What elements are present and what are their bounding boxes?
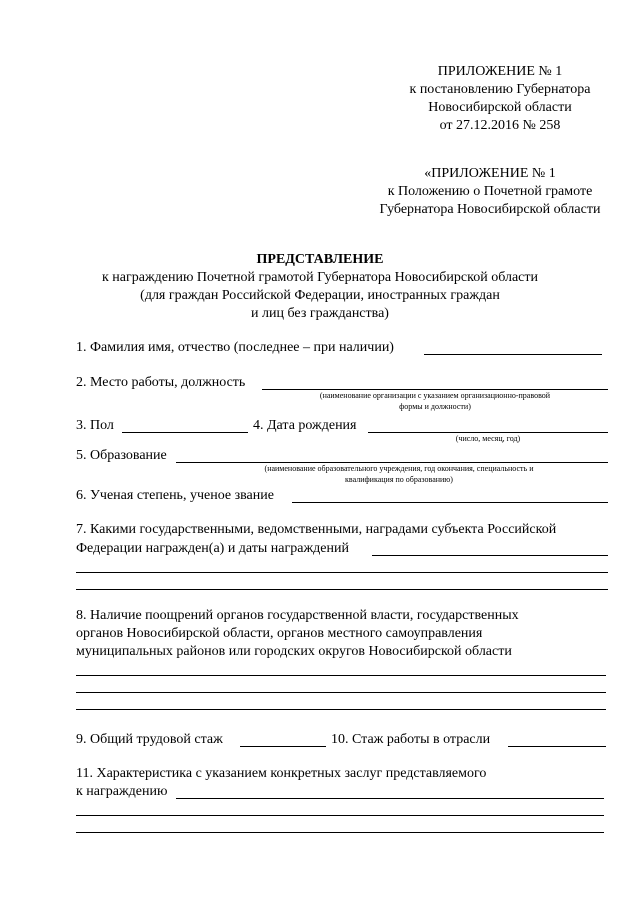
field-4-hint: (число, месяц, год) (455, 434, 521, 443)
field-6-line[interactable] (292, 502, 608, 503)
field-4-label: 4. Дата рождения (253, 418, 357, 433)
field-11-line-1[interactable] (176, 798, 604, 799)
field-8-line-1[interactable] (76, 675, 606, 676)
field-11-line-2[interactable] (76, 815, 604, 816)
field-7-line-3[interactable] (76, 589, 608, 590)
field-7-line-2[interactable] (76, 572, 608, 573)
document-title: ПРЕДСТАВЛЕНИЕ (256, 252, 384, 267)
field-6-label: 6. Ученая степень, ученое звание (76, 488, 274, 503)
appendix2-ref: к Положению о Почетной грамоте (387, 184, 593, 199)
field-1-line[interactable] (424, 354, 602, 355)
field-7-line-1[interactable] (372, 555, 608, 556)
field-8-line-2[interactable] (76, 692, 606, 693)
appendix-title: ПРИЛОЖЕНИЕ № 1 (437, 64, 563, 79)
field-9-line[interactable] (240, 746, 326, 747)
appendix2-title: «ПРИЛОЖЕНИЕ № 1 (424, 166, 556, 181)
field-3-line[interactable] (122, 432, 248, 433)
field-8-label-2: органов Новосибирской области, органов местного самоуправления (76, 626, 483, 641)
field-1-label: 1. Фамилия имя, отчество (последнее – при наличии) (76, 340, 394, 355)
field-5-hint-2: квалификация по образованию) (345, 475, 453, 484)
field-9-label: 9. Общий трудовой стаж (76, 732, 223, 747)
field-10-line[interactable] (508, 746, 606, 747)
field-5-hint-1: (наименование образовательного учреждения, год окончания, специальность и (264, 464, 534, 473)
field-2-label: 2. Место работы, должность (76, 375, 246, 390)
field-11-label-2: к награждению (76, 784, 168, 799)
appendix-region: Новосибирской области (428, 100, 572, 115)
field-7-label-1: 7. Какими государственными, ведомственными, наградами субъекта Российской (76, 522, 557, 537)
field-2-hint-2: формы и должности) (399, 402, 471, 411)
field-11-line-3[interactable] (76, 832, 604, 833)
field-5-label: 5. Образование (76, 448, 167, 463)
appendix2-region: Губернатора Новосибирской области (379, 202, 601, 217)
document-subtitle-3: и лиц без гражданства) (251, 306, 389, 321)
field-8-label-3: муниципальных районов или городских округов Новосибирской области (76, 644, 512, 659)
document-subtitle-1: к награждению Почетной грамотой Губернатора Новосибирской области (102, 270, 538, 285)
document-subtitle-2: (для граждан Российской Федерации, иностранных граждан (140, 288, 500, 303)
field-7-label-2: Федерации награжден(а) и даты награждений (76, 541, 349, 556)
appendix-date: от 27.12.2016 № 258 (439, 118, 561, 133)
field-4-line[interactable] (368, 432, 608, 433)
field-8-label-1: 8. Наличие поощрений органов государственной власти, государственных (76, 608, 519, 623)
field-10-label: 10. Стаж работы в отрасли (331, 732, 491, 747)
field-2-line[interactable] (262, 389, 608, 390)
field-11-label-1: 11. Характеристика с указанием конкретных заслуг представляемого (76, 766, 487, 781)
field-2-hint-1: (наименование организации с указанием организационно-правовой (319, 391, 551, 400)
appendix-ref: к постановлению Губернатора (409, 82, 591, 97)
field-5-line[interactable] (176, 462, 608, 463)
field-3-label: 3. Пол (76, 418, 114, 433)
field-8-line-3[interactable] (76, 709, 606, 710)
